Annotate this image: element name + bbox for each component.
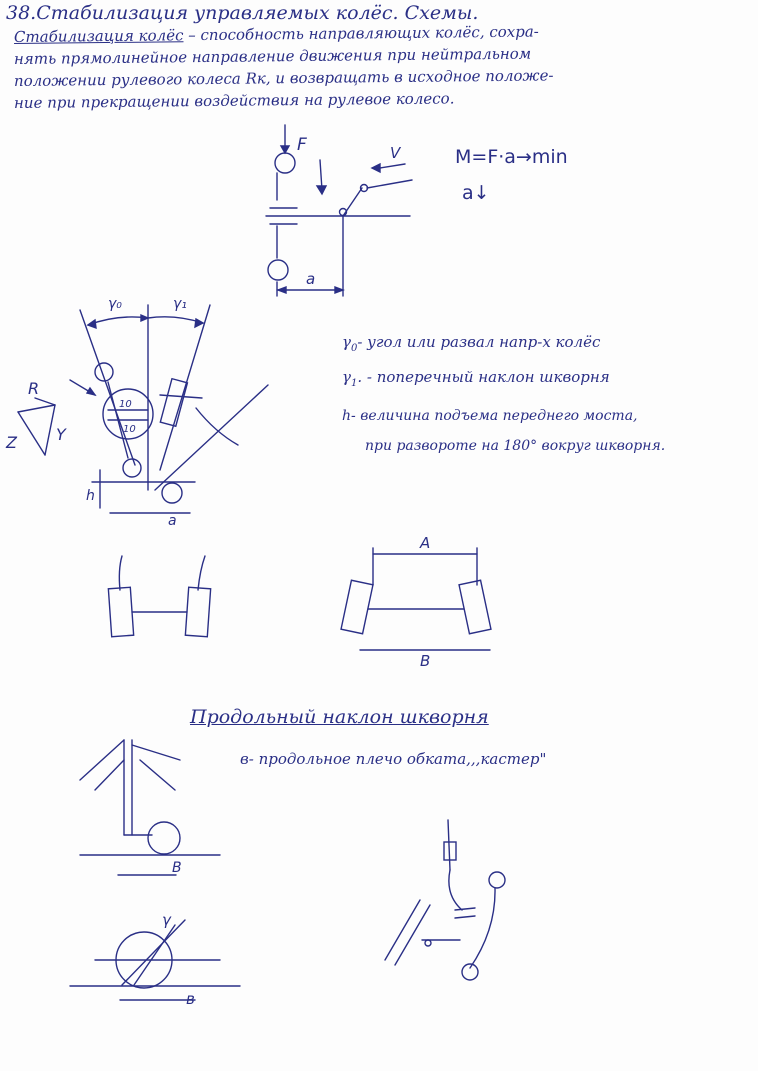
caster-definition: в- продольное плечо обката,,,кастер"	[240, 750, 547, 768]
legend-gamma1-subscript: 1	[350, 378, 358, 389]
legend-gamma1-symbol: γ	[342, 368, 351, 386]
definition-term: Стабилизация колёс	[13, 26, 184, 46]
moment-formula: M=F·a→min	[455, 146, 568, 168]
arm-decrease-note: a↓	[462, 182, 490, 204]
legend-h-symbol: h	[342, 408, 352, 424]
gamma-label-caster: γ	[162, 911, 171, 929]
legend-h-continuation: при развороте на 180° вокруг шкворня.	[365, 438, 666, 454]
svg-text:10: 10	[119, 399, 132, 410]
toe-in-diagram	[341, 534, 491, 670]
legend-gamma1-text: . - поперечный наклон шкворня	[357, 368, 610, 386]
linkage-sketch	[385, 820, 505, 980]
B-label-caster: B	[172, 860, 182, 876]
arm-label: a	[306, 270, 316, 288]
definition-line-3: положении рулевого колеса Rк, и возвращать в исходное положе-	[13, 66, 554, 90]
velocity-label: V	[390, 144, 401, 162]
wheel-pair-diagram	[108, 556, 210, 637]
b-label-caster: в	[186, 990, 195, 1008]
definition-line-4: ние при прекращении воздействия на рулевое колесо.	[13, 89, 455, 112]
legend-gamma0-subscript: 0	[350, 343, 358, 354]
A-label: A	[420, 534, 431, 552]
caster-wheel-diagram	[70, 911, 240, 1008]
definition-line-1-rest: – способность направляющих колёс, сохра-	[183, 22, 539, 45]
force-label: F	[297, 135, 307, 155]
legend-h-text: - величина подъема переднего моста,	[351, 408, 638, 424]
definition-line-2: нять прямолинейное направление движения при нейтральном	[13, 44, 532, 68]
R-label: R	[28, 379, 40, 398]
svg-text:10: 10	[123, 424, 136, 435]
steering-arm-diagram	[266, 125, 412, 296]
a-label-2: a	[168, 513, 177, 529]
gamma1-label: γ₁	[173, 296, 187, 312]
B-label: B	[420, 652, 431, 670]
Y-label: Y	[56, 425, 66, 444]
section-title-caster: Продольный наклон шкворня	[190, 706, 489, 728]
h-label: h	[86, 488, 95, 504]
camber-kingpin-diagram	[5, 296, 268, 529]
legend-gamma0-symbol: γ	[342, 333, 351, 351]
caster-diagram	[80, 740, 220, 876]
page-title: 38.Стабилизация управляемых колёс. Схемы.	[6, 2, 479, 24]
Z-label: Z	[6, 433, 17, 452]
legend-gamma0-text: - угол или развал напр-х колёс	[357, 333, 601, 351]
gamma0-label: γ₀	[108, 296, 122, 312]
